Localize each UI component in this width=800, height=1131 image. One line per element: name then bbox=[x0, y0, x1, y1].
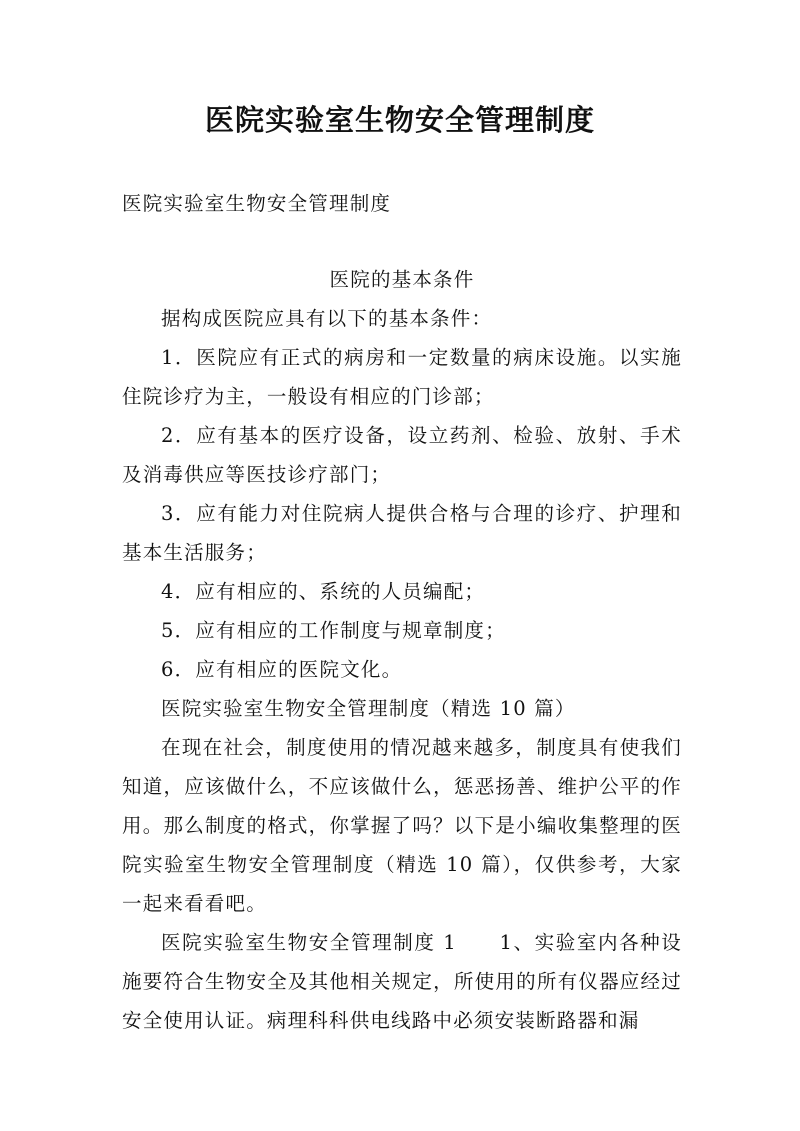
paragraph-collection-title: 医院实验室生物安全管理制度（精选 10 篇） bbox=[161, 697, 576, 720]
section-heading: 医院的基本条件 bbox=[329, 268, 475, 291]
document-body bbox=[122, 184, 682, 1040]
paragraph-regulation-1: 医院实验室生物安全管理制度 1 1、实验室内各种设施要符合生物安全及其他相关规定，所使用的所有仪器应经过安全使用认证。病理科科供电线路中必须安装断路器和漏 bbox=[122, 931, 682, 1032]
paragraph-intro: 据构成医院应具有以下的基本条件： bbox=[161, 307, 493, 330]
paragraph-item-1: 1．医院应有正式的病房和一定数量的病床设施。以实施住院诊疗为主，一般设有相应的门诊部； bbox=[122, 346, 682, 408]
paragraph-item-2: 2．应有基本的医疗设备，设立药剂、检验、放射、手术及消毒供应等医技诊疗部门； bbox=[122, 424, 682, 486]
paragraph-preface: 在现在社会，制度使用的情况越来越多，制度具有使我们知道，应该做什么，不应该做什么，惩恶扬善、维护公平的作用。那么制度的格式，你掌握了吗？以下是小编收集整理的医院实验室生物安全管理制度（精选 10 篇），仅供参考，大家一起来看看吧。 bbox=[122, 736, 682, 915]
paragraph-item-4: 4．应有相应的、系统的人员编配； bbox=[161, 580, 486, 603]
paragraph-item-6: 6．应有相应的医院文化。 bbox=[161, 658, 403, 681]
document-title: 医院实验室生物安全管理制度 bbox=[204, 103, 595, 137]
document-subtitle: 医院实验室生物安全管理制度 bbox=[122, 192, 392, 215]
paragraph-item-5: 5．应有相应的工作制度与规章制度； bbox=[161, 619, 506, 642]
paragraph-item-3: 3．应有能力对住院病人提供合格与合理的诊疗、护理和基本生活服务； bbox=[122, 502, 682, 564]
